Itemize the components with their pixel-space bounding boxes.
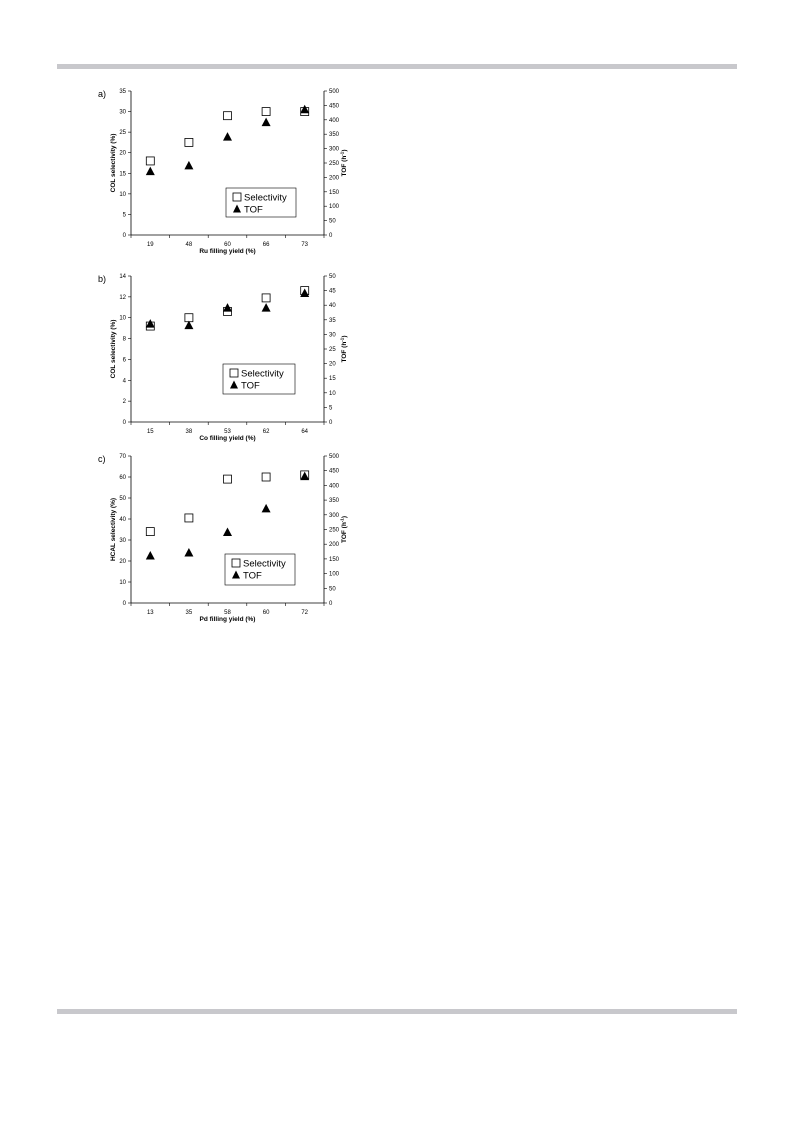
y-left-tick-label: 6 bbox=[122, 357, 126, 364]
x-tick-label: 53 bbox=[224, 429, 231, 435]
y-left-tick-label: 4 bbox=[122, 378, 126, 385]
y-left-tick-label: 10 bbox=[119, 191, 126, 198]
y-left-tick-label: 8 bbox=[122, 336, 126, 343]
y-left-tick-label: 30 bbox=[119, 538, 126, 544]
tof-point bbox=[262, 118, 271, 127]
footer-rule bbox=[57, 1009, 737, 1014]
y-left-tick-label: 50 bbox=[119, 496, 126, 502]
y-right-tick-label: 400 bbox=[329, 483, 340, 490]
y-axis-right-title-sup: -1 bbox=[339, 337, 345, 342]
y-left-tick-label: 12 bbox=[119, 294, 126, 301]
selectivity-point bbox=[185, 314, 193, 322]
y-right-tick-label: 500 bbox=[329, 454, 340, 460]
y-axis-right-title bbox=[340, 149, 349, 176]
y-right-tick-label: 300 bbox=[329, 146, 340, 153]
panel-label: c) bbox=[98, 454, 106, 464]
x-axis-title: Ru filling yield (%) bbox=[199, 248, 256, 255]
y-left-tick-label: 20 bbox=[119, 150, 126, 157]
y-left-tick-label: 0 bbox=[122, 420, 126, 426]
x-tick-label: 35 bbox=[185, 610, 193, 616]
y-left-tick-label: 0 bbox=[122, 233, 126, 239]
x-axis-title: Co filling yield (%) bbox=[199, 435, 256, 442]
legend-label: TOF bbox=[244, 204, 263, 216]
y-right-tick-label: 450 bbox=[329, 468, 340, 475]
y-axis-left-title: COL selectivity (%) bbox=[110, 319, 117, 379]
y-right-tick-label: 500 bbox=[329, 89, 340, 95]
chart-b-co bbox=[0, 268, 793, 446]
selectivity-point bbox=[224, 112, 232, 120]
legend-label: Selectivity bbox=[244, 192, 287, 204]
y-right-tick-label: 15 bbox=[329, 376, 336, 383]
x-tick-label: 13 bbox=[146, 610, 154, 616]
y-left-tick-label: 5 bbox=[122, 212, 126, 219]
y-axis-right-title-end: ) bbox=[341, 149, 348, 152]
y-axis-right-title-main: TOF (h bbox=[341, 155, 348, 177]
y-left-tick-label: 15 bbox=[119, 171, 126, 178]
y-left-tick-label: 0 bbox=[122, 601, 126, 607]
y-left-tick-label: 20 bbox=[119, 559, 126, 565]
tof-point bbox=[223, 527, 232, 536]
x-tick-label: 64 bbox=[301, 429, 309, 435]
chart-c-pd bbox=[0, 448, 793, 630]
y-left-tick-label: 30 bbox=[119, 109, 126, 116]
y-axis-right-title-main: TOF (h bbox=[341, 341, 348, 363]
y-right-tick-label: 0 bbox=[329, 420, 333, 426]
y-right-tick-label: 5 bbox=[329, 405, 333, 412]
y-right-tick-label: 350 bbox=[329, 132, 340, 139]
legend-label: Selectivity bbox=[241, 368, 284, 380]
y-left-tick-label: 25 bbox=[119, 130, 126, 137]
y-right-tick-label: 30 bbox=[329, 332, 336, 339]
y-left-tick-label: 10 bbox=[119, 315, 126, 322]
selectivity-point bbox=[146, 157, 154, 165]
y-right-tick-label: 400 bbox=[329, 117, 340, 124]
y-right-tick-label: 25 bbox=[329, 347, 336, 353]
y-right-tick-label: 100 bbox=[329, 204, 340, 211]
y-right-tick-label: 200 bbox=[329, 542, 340, 549]
y-axis-left-title: HCAL selectivity (%) bbox=[110, 497, 117, 562]
y-right-tick-label: 150 bbox=[329, 556, 340, 563]
x-tick-label: 60 bbox=[224, 242, 231, 248]
selectivity-point bbox=[146, 528, 154, 536]
y-right-tick-label: 300 bbox=[329, 512, 340, 519]
y-axis-right-title-end: ) bbox=[341, 335, 348, 338]
y-right-tick-label: 20 bbox=[329, 361, 336, 368]
y-left-tick-label: 10 bbox=[119, 580, 126, 586]
legend-label: Selectivity bbox=[243, 558, 286, 570]
selectivity-point bbox=[185, 138, 193, 146]
panel-label: b) bbox=[98, 274, 107, 284]
y-right-tick-label: 0 bbox=[329, 233, 333, 239]
y-axis-right-title-sup: -1 bbox=[339, 151, 345, 156]
y-right-tick-label: 40 bbox=[329, 303, 336, 310]
x-tick-label: 19 bbox=[146, 242, 154, 248]
y-right-tick-label: 350 bbox=[329, 498, 340, 505]
y-right-tick-label: 50 bbox=[329, 274, 336, 280]
y-right-tick-label: 150 bbox=[329, 189, 340, 196]
tof-point bbox=[146, 167, 155, 176]
legend-label: TOF bbox=[243, 570, 262, 582]
x-tick-label: 38 bbox=[185, 429, 193, 435]
x-tick-label: 60 bbox=[262, 610, 270, 616]
y-right-tick-label: 10 bbox=[329, 390, 336, 397]
legend-marker-selectivity bbox=[230, 369, 238, 377]
y-left-tick-label: 14 bbox=[119, 274, 126, 280]
y-axis-left-title: COL selectivity (%) bbox=[110, 133, 117, 193]
y-left-tick-label: 70 bbox=[119, 454, 126, 460]
selectivity-point bbox=[262, 108, 270, 116]
y-right-tick-label: 100 bbox=[329, 571, 340, 578]
tof-point bbox=[184, 548, 193, 557]
x-tick-label: 66 bbox=[262, 242, 270, 248]
selectivity-point bbox=[224, 475, 232, 483]
tof-point bbox=[262, 504, 271, 513]
x-tick-label: 15 bbox=[146, 429, 154, 435]
x-tick-label: 48 bbox=[185, 242, 193, 248]
panel-label: a) bbox=[98, 89, 107, 99]
x-tick-label: 72 bbox=[301, 610, 309, 616]
x-axis-title: Pd filling yield (%) bbox=[199, 616, 256, 623]
tof-point bbox=[223, 132, 232, 141]
x-tick-label: 58 bbox=[224, 610, 231, 616]
y-left-tick-label: 2 bbox=[122, 399, 126, 406]
legend-marker-selectivity bbox=[232, 559, 240, 567]
y-left-tick-label: 35 bbox=[119, 89, 126, 95]
selectivity-point bbox=[185, 514, 193, 522]
header-rule bbox=[57, 64, 737, 69]
y-axis-right-title bbox=[340, 335, 349, 362]
y-left-tick-label: 60 bbox=[119, 475, 126, 481]
selectivity-point bbox=[262, 473, 270, 481]
y-right-tick-label: 50 bbox=[329, 218, 336, 225]
y-right-tick-label: 45 bbox=[329, 288, 336, 295]
y-right-tick-label: 50 bbox=[329, 586, 336, 593]
y-axis-right-title-sup: -1 bbox=[339, 518, 345, 523]
y-right-tick-label: 450 bbox=[329, 103, 340, 110]
y-right-tick-label: 200 bbox=[329, 175, 340, 182]
legend-label: TOF bbox=[241, 380, 260, 392]
y-axis-right-title-main: TOF (h bbox=[341, 522, 348, 544]
y-right-tick-label: 0 bbox=[329, 601, 333, 607]
y-axis-right-title-end: ) bbox=[341, 515, 348, 519]
y-right-tick-label: 250 bbox=[329, 161, 340, 167]
legend-marker-selectivity bbox=[233, 193, 241, 201]
tof-point bbox=[146, 551, 155, 560]
y-left-tick-label: 40 bbox=[119, 517, 126, 523]
y-right-tick-label: 35 bbox=[329, 317, 336, 324]
selectivity-point bbox=[262, 294, 270, 302]
x-tick-label: 73 bbox=[301, 242, 309, 248]
chart-a-ru bbox=[0, 80, 793, 265]
x-tick-label: 62 bbox=[262, 429, 270, 435]
tof-point bbox=[184, 161, 193, 170]
y-right-tick-label: 250 bbox=[329, 527, 340, 534]
tof-point bbox=[262, 303, 271, 312]
y-axis-right-title bbox=[340, 516, 349, 543]
